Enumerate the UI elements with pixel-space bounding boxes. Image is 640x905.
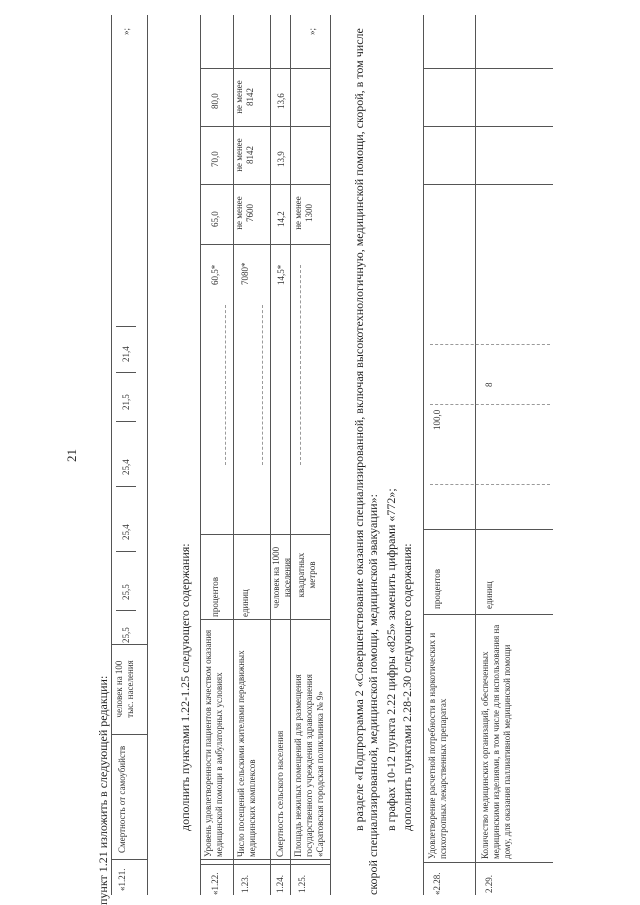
row-124-value-4: 13,6 [276,93,286,109]
row-124-value-2: 14,2 [276,211,286,227]
row-124-value-3: 13,9 [276,151,286,167]
intro-point-121: пункт 1.21 изложить в следующей редакции: [96,675,110,905]
row-228-unit: процентов [432,568,442,609]
row-123-value-1: 7080* [240,262,250,285]
row-125-unit: квадратных метров [296,552,317,598]
row-122-value-3: 70,0 [210,151,220,167]
row-229-unit: единиц [484,581,494,609]
page-number: 21 [64,449,79,462]
row-124-value-1: 14,5* [276,264,286,285]
row-121-value-3: 25,4 [121,524,131,540]
table-121-bottom-border [147,15,148,895]
row-228-number: «2.28. [432,872,442,895]
row-121-value-4: 25,4 [121,459,131,475]
row-122-number: «1.22. [210,872,220,895]
row-123-name: Число посещений сельскими жителями передвижных медицинских комплексов [236,650,257,857]
table-122-top-border [200,15,201,895]
row-124-number: 1.24. [275,875,285,893]
row-122-unit: процентов [210,576,220,617]
row-121-close-quote: »; [121,27,131,35]
row-122-name: Уровень удовлетворенности пациентов качеством оказания медицинской помощи в амбулаторных условиях [203,629,224,857]
row-121-unit: человек на 100 тыс. населения [114,660,135,718]
row-123-value-4: не менее 8142 [234,80,255,114]
row-123-number: 1.23. [240,875,250,893]
row-123-value-2: не менее 7600 [234,196,255,230]
row-228-name: Удовлетворение расчетной потребности в наркотических и психотропных лекарственных препаратах [427,632,448,859]
row-122-value-1: 60,5* [210,264,220,285]
intro-add-122-125: дополнить пунктами 1.22-1.25 следующего содержания: [178,543,192,831]
row-123-unit: единиц [240,589,250,617]
row-123-value-3: не менее 8142 [234,138,255,172]
paragraph-replace-822: в графах 10-12 пункта 2.22 цифры «825» заменить цифрами «772»; [384,488,398,831]
row-229-name: Количество медицинских организаций, обеспеченных медицинскими изделиями, в том числе для использования на дому, для оказания паллиативной медицинской помощи [480,624,512,859]
table-121-top-border [111,15,112,895]
row-121-value-5: 21,5 [121,394,131,410]
row-122-value-4: 80,0 [210,93,220,109]
paragraph-section-subprogram-2: в разделе «Подпрограмма 2 «Совершенствование оказания специализированной, включая высокотехнологичную, медицинской помощи, скорой, в том числе скорой специализированной, медицинской помощи, медицинской эвакуации»: [352,28,380,895]
table-228-top-border [423,15,424,895]
row-121-name: Смертность от самоубийств [117,745,127,853]
table-122-bottom-border [330,15,331,895]
paragraph-add-228-230: дополнить пунктами 2.28-2.30 следующего содержания: [400,543,414,831]
row-125-number: 1.25. [297,875,307,893]
row-121-value-6: 21,4 [121,346,131,362]
row-121-number: «1.21. [117,868,127,891]
row-229-number: 2.29. [484,875,494,893]
row-121-value-1: 25,5 [121,627,131,643]
row-121-value-2: 25,5 [121,584,131,600]
row-125-value-1: не менее 1300 [293,196,314,230]
row-122-value-2: 65,0 [210,211,220,227]
row-124-unit: человек на 1000 населения [271,546,292,609]
row-125-close-quote: »; [307,27,317,35]
row-229-value-1: 8 [484,382,494,387]
row-228-value-1: 100,0 [432,409,442,430]
row-124-name: Смертность сельского населения [275,730,285,857]
row-125-name: Площадь нежилых помещений для размещения государственного учреждения здравоохранения «Саратовская городская поликлиника № 9» [293,674,325,857]
